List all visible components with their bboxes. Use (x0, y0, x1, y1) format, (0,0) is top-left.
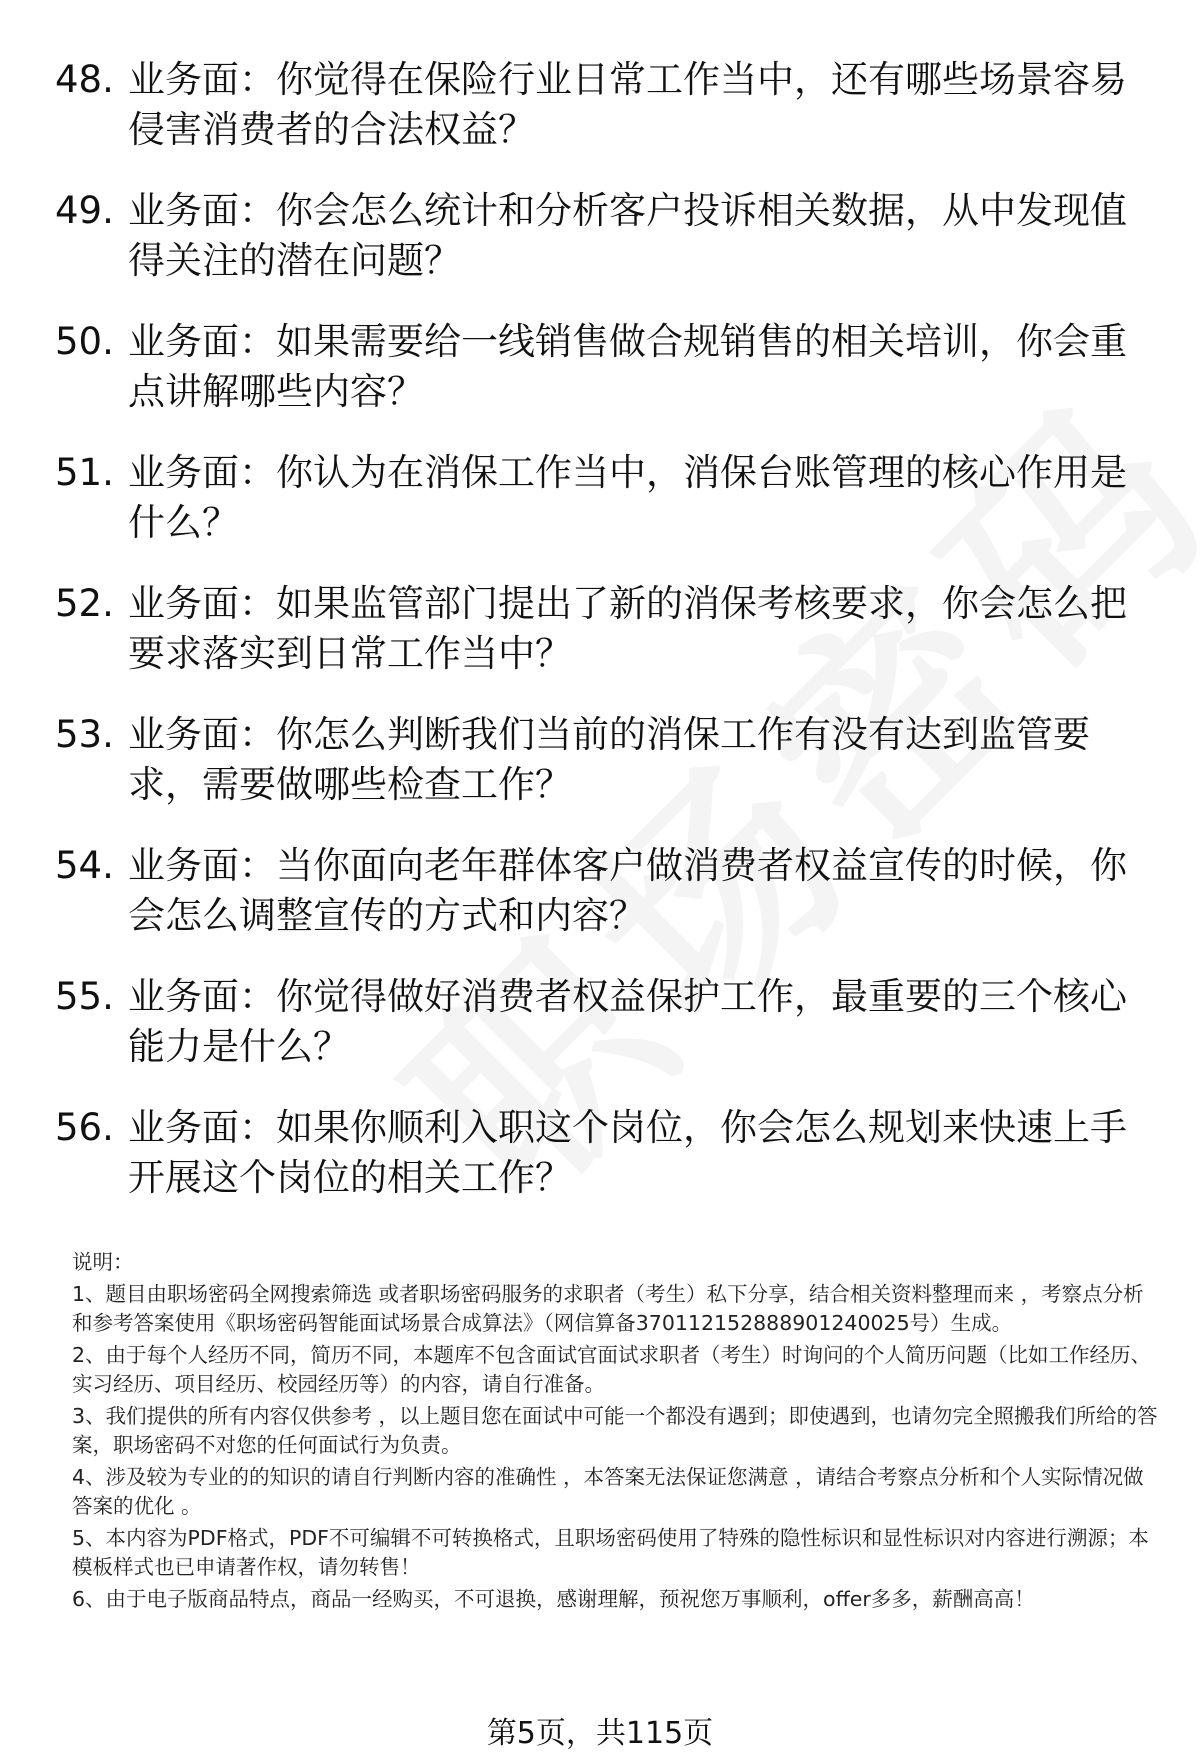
question-text: 业务面：当你面向老年群体客户做消费者权益宣传的时候，你会怎么调整宣传的方式和内容？ (128, 844, 1127, 937)
note-item: 3、我们提供的所有内容仅供参考 ，以上题目您在面试中可能一个都没有遇到；即使遇到，也请勿完全照搬我们所给的答案，职场密码不对您的任何面试行为负责。 (72, 1403, 1158, 1457)
question-number: 50. (55, 320, 114, 363)
question-text: 业务面：你会怎么统计和分析客户投诉相关数据，从中发现值得关注的潜在问题？ (128, 189, 1127, 282)
note-item: 6、由于电子版商品特点，商品一经购买，不可退换，感谢理解，预祝您万事顺利，offer多多，薪酬高高！ (72, 1586, 1035, 1611)
question-number: 52. (55, 582, 114, 625)
question-number: 51. (55, 451, 114, 494)
question-item (55, 841, 1155, 941)
notes-section (72, 1248, 1162, 1616)
question-item (55, 710, 1155, 810)
question-text: 业务面：如果监管部门提出了新的消保考核要求，你会怎么把要求落实到日常工作当中？ (128, 582, 1127, 675)
question-number: 53. (55, 713, 114, 756)
question-number: 54. (55, 844, 114, 887)
note-item: 5、本内容为PDF格式，PDF不可编辑不可转换格式，且职场密码使用了特殊的隐性标识和显性标识对内容进行溯源；本模板样式也已申请著作权，请勿转售！ (72, 1525, 1149, 1579)
notes-title: 说明： (72, 1250, 134, 1274)
question-item (55, 448, 1155, 548)
question-item (55, 55, 1155, 155)
question-item (55, 186, 1155, 286)
question-number: 48. (55, 58, 114, 101)
question-text: 业务面：你觉得在保险行业日常工作当中，还有哪些场景容易侵害消费者的合法权益？ (128, 58, 1127, 151)
note-item: 2、由于每个人经历不同，简历不同，本题库不包含面试官面试求职者（考生）时询问的个人简历问题（比如工作经历、实习经历、项目经历、校园经历等）的内容，请自行准备。 (72, 1342, 1152, 1396)
question-text: 业务面：你认为在消保工作当中，消保台账管理的核心作用是什么？ (128, 451, 1127, 544)
page-number: 第5页，共115页 (486, 1716, 714, 1751)
question-text: 业务面：你觉得做好消费者权益保护工作，最重要的三个核心能力是什么？ (128, 975, 1127, 1068)
question-item (55, 579, 1155, 679)
question-item (55, 972, 1155, 1072)
question-item (55, 317, 1155, 417)
question-number: 56. (55, 1106, 114, 1149)
question-text: 业务面：如果你顺利入职这个岗位，你会怎么规划来快速上手开展这个岗位的相关工作？ (128, 1106, 1127, 1199)
question-text: 业务面：你怎么判断我们当前的消保工作有没有达到监管要求，需要做哪些检查工作？ (128, 713, 1090, 806)
question-number: 49. (55, 189, 114, 232)
question-text: 业务面：如果需要给一线销售做合规销售的相关培训，你会重点讲解哪些内容？ (128, 320, 1127, 413)
note-item: 1、题目由职场密码全网搜索筛选 或者职场密码服务的求职者（考生）私下分享，结合相关资料整理而来 ，考察点分析和参考答案使用《职场密码智能面试场景合成算法》（网信算备370112152888901240025号）生成。 (72, 1281, 1144, 1335)
question-number: 55. (55, 975, 114, 1018)
question-item (55, 1103, 1155, 1203)
question-list (55, 55, 1155, 1234)
note-item: 4、涉及较为专业的的知识的请自行判断内容的准确性 ，本答案无法保证您满意 ，请结合考察点分析和个人实际情况做答案的优化 。 (72, 1464, 1144, 1518)
